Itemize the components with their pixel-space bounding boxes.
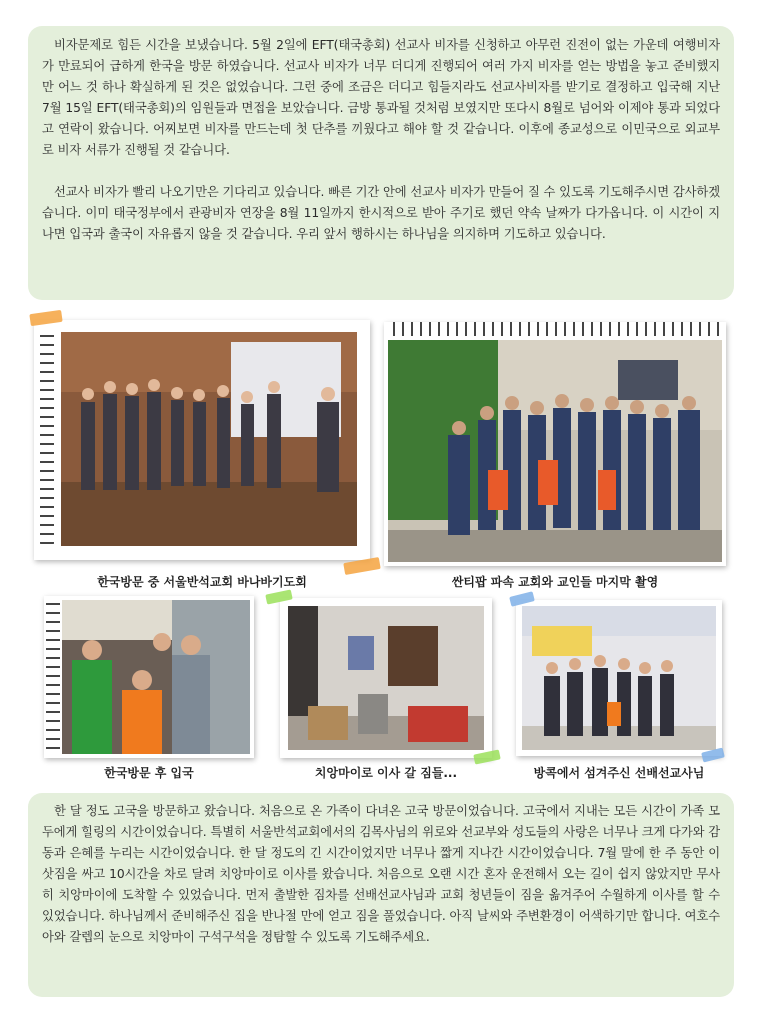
- top-paragraph-2: 선교사 비자가 빨리 나오기만은 기다리고 있습니다. 빠른 기간 안에 선교사 비자가 만들어 질 수 있도록 기도해주시면 감사하겠습니다. 이미 태국정부에서 관광비자 연장을 8월 11일까지 한시적으로 받아 주기로 했던 약속 날짜가 다가옵니다. 이 시간이 지나면 입국과 출국이 자유롭지 않을 것 같습니다. 우리 앞서 행하시는 하나님을 의지하며 기도하고 있습니다.: [42, 185, 720, 241]
- photo-bangkok: [522, 606, 716, 750]
- spiral-binding-small-left: [46, 600, 60, 754]
- spiral-binding-top: [390, 322, 720, 336]
- bottom-paragraph: 한 달 정도 고국을 방문하고 왔습니다. 처음으로 온 가족이 다녀온 고국 방문이었습니다. 고국에서 지내는 모든 시간이 가족 모두에게 힐링의 시간이었습니다. 특별히 서울반석교회에서의 김목사님의 위로와 선교부와 성도들의 사랑은 너무나 크게 다가와 감동과 은혜를 누리는 시간이었습니다. 한 달 정도의 긴 시간이었지만 너무나 짧게 지나간 시간이었습니다. 7월 말에 한 주 동안 이삿짐을 싸고 10시간을 차로 달려 치앙마이로 이사를 왔습니다. 처음으로 오랜 시간 혼자 운전해서 오는 길이 쉽지 않았지만 무사히 치앙마이에 도착할 수 있었습니다. 먼저 출발한 짐차를 선배선교사님과 교회 청년들이 짐을 옮겨주어 수월하게 이사를 할 수 있었습니다. 하나님께서 준비해주신 집을 반나절 만에 얻고 짐을 풀었습니다. 아직 날씨와 주변환경이 어색하기만 합니다. 여호수아와 갈렙의 눈으로 치앙마이 구석구석을 정탐할 수 있도록 기도해주세요.: [42, 804, 720, 944]
- photo-card-santipap-church: [384, 322, 726, 566]
- photo-card-luggage: [280, 598, 492, 758]
- photo-luggage: [288, 606, 484, 750]
- photo-card-bangkok: [516, 600, 722, 756]
- photo-card-seoul-church: [34, 320, 370, 560]
- caption-luggage: 치앙마이로 이사 갈 짐들...: [314, 766, 458, 780]
- photo-card-return: [44, 596, 254, 758]
- caption-return: 한국방문 후 입국: [104, 766, 194, 780]
- photo-santipap-church: [388, 340, 722, 562]
- photo-seoul-church: [61, 332, 357, 546]
- top-paragraph-1: 비자문제로 힘든 시간을 보냈습니다. 5월 2일에 EFT(태국총회) 선교사 비자를 신청하고 아무런 진전이 없는 가운데 여행비자가 만료되어 급하게 한국을 방문 하였습니다. 선교사 비자가 너무 더디게 진행되어 여러 가지 비자를 얻는 방법을 놓고 준비했지만 어느 것 하나 확실하게 된 것은 없었습니다. 그런 중에 조금은 더디고 힘들지라도 선교사비자를 받기로 결정하고 입국해 지난 7월 15일 EFT(태국총회)의 임원들과 면접을 보았습니다. 금방 통과될 것처럼 보였지만 또다시 8월로 넘어와 이제야 통과 되었다고 연락이 왔습니다. 어찌보면 비자를 만드는데 첫 단추를 끼웠다고 해야 할 것 같습니다. 이후에 종교성으로 이민국으로 외교부로 비자 서류가 진행될 것 같습니다.: [42, 38, 720, 157]
- caption-santipap-church: 싼티팝 파속 교회와 교인들 마지막 촬영: [451, 575, 659, 589]
- top-text-box: [28, 26, 734, 300]
- bottom-text-box: [28, 793, 734, 997]
- photo-return: [62, 600, 250, 754]
- spiral-binding-left: [40, 332, 54, 546]
- caption-bangkok: 방콕에서 섬겨주신 선배선교사님: [533, 766, 705, 780]
- caption-seoul-church: 한국방문 중 서울반석교회 바나바기도회: [97, 575, 307, 589]
